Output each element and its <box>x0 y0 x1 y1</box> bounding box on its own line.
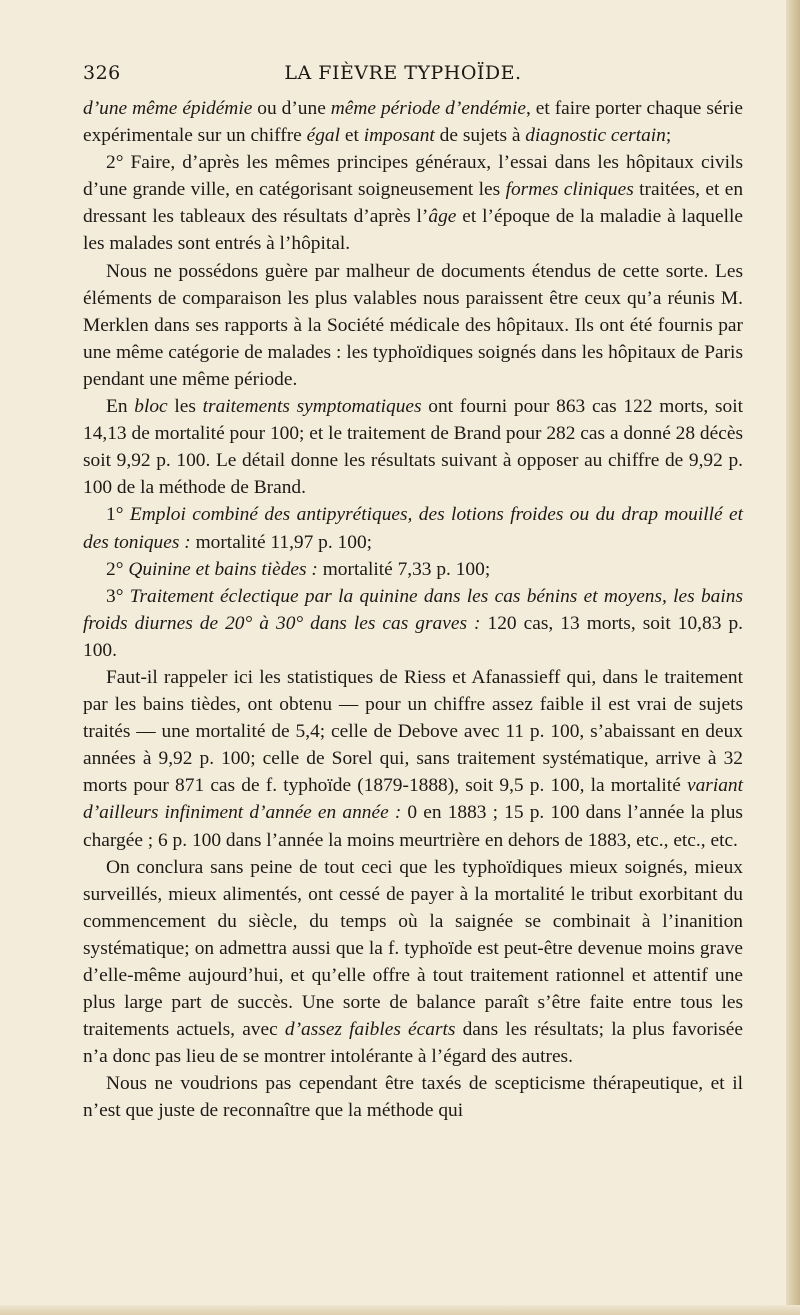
body-text <box>83 95 743 1125</box>
text-run: 0 en 1883 ; 15 p. 100 dans l’année la plus chargée ; 6 p. 100 dans l’année la moins meurtrière en dehors de 1883, etc., etc., etc. <box>83 802 743 851</box>
text-run: , et faire porter chaque série expérimentale sur un chiffre <box>83 98 743 147</box>
paragraph-en-bloc <box>83 393 743 501</box>
paragraph-merklen <box>83 258 743 393</box>
running-header <box>83 62 723 86</box>
text-run: Nous ne possédons guère par malheur de documents étendus de cette sorte. Les éléments de comparaison les plus valables nous paraissent être ceux qu’a réunis M. Merklen dans ses rapports à la Société médicale des hôpitaux. Ils ont été fournis par une même catégorie de malades : les typhoïdiques soignés dans les hôpitaux de Paris pendant une même période. <box>83 260 743 390</box>
text-run: En <box>106 396 135 418</box>
text-run: ou d’une <box>252 98 331 119</box>
italic-text-run: Emploi combiné des antipyrétiques, des lotions froides ou du drap mouillé et des toniques : <box>83 504 743 553</box>
text-run: 2° Faire, d’après les mêmes principes généraux, l’essai dans les hôpitaux civils d’une grande ville, en catégorisant soigneusement les <box>83 152 743 201</box>
text-run: 2° <box>106 558 129 580</box>
text-run: et l’époque de la maladie à laquelle les malades sont entrés à l’hôpital. <box>83 206 743 255</box>
italic-text-run: Traitement éclectique par la quinine dans les cas bénins et moyens, les bains froids diurnes de 20° à 30° dans les cas graves : <box>83 585 743 634</box>
text-run: 1° <box>106 504 130 526</box>
paragraph-method-2 <box>83 556 743 583</box>
italic-text-run: variant d’ailleurs infiniment d’année en année : <box>83 775 743 824</box>
paragraph-method-1 <box>83 501 743 555</box>
page-number: 326 <box>83 62 121 84</box>
italic-text-run: âge <box>428 206 457 228</box>
italic-text-run: même période d’endémie <box>330 98 526 119</box>
italic-text-run: Quinine et bains tièdes : <box>128 558 318 580</box>
page-edge-right <box>786 0 800 1315</box>
italic-text-run: d’une même épidémie <box>83 98 253 119</box>
paragraph-method-3 <box>83 583 743 664</box>
text-run: 120 cas, 13 morts, soit 10,83 p. 100. <box>83 612 743 661</box>
paragraph-conclusion <box>83 854 743 1071</box>
text-run: ont fourni pour 863 cas 122 morts, soit 14,13 de mortalité pour 100; et le traitement de Brand pour 282 cas a donné 28 décès soit 9,92 p. 100. Le détail donne les résultats suivant à opposer au chiffre de 9,92 p. 100 de la méthode de Brand. <box>83 396 743 499</box>
italic-text-run: égal <box>306 125 341 147</box>
paragraph-statistics <box>83 664 743 854</box>
text-run: traitées, et en dressant les tableaux des résultats d’après l’ <box>83 179 744 228</box>
paragraph-continuation <box>83 95 743 149</box>
italic-text-run: imposant <box>363 125 435 147</box>
text-run: On conclura sans peine de tout ceci que les typhoïdiques mieux soignés, mieux surveillés, mieux alimentés, ont cessé de payer à la mortalité le tribut exorbitant du commencement du siècle, du temps où la saignée se combinait à l’inanition systématique; on admettra aussi que la f. typhoïde est peut-être devenue moins grave d’elle-même aujourd’hui, et qu’elle offre à tout traitement rationnel et attentif une plus large part de succès. Une sorte de balance paraît s’être faite entre tous les traitements actuels, avec <box>83 856 743 1041</box>
text-run: et <box>340 125 364 147</box>
text-run: de sujets à <box>434 125 526 147</box>
text-run: les <box>167 396 203 418</box>
italic-text-run: diagnostic certain <box>525 125 666 147</box>
text-run: 3° <box>106 585 130 607</box>
italic-text-run: bloc <box>134 396 168 418</box>
paragraph-item-2 <box>83 149 743 257</box>
text-run: ; <box>665 125 672 147</box>
text-run: dans les résultats; la plus favorisée n’a donc pas lieu de se montrer intolérante à l’égard des autres. <box>83 1019 743 1068</box>
paragraph-final <box>83 1070 743 1124</box>
page-edge-bottom <box>0 1305 800 1315</box>
text-run: mortalité 11,97 p. 100; <box>190 531 373 553</box>
text-run: mortalité 7,33 p. 100; <box>317 558 491 580</box>
italic-text-run: d’assez faibles écarts <box>284 1019 456 1041</box>
text-run: Nous ne voudrions pas cependant être taxés de scepticisme thérapeutique, et il n’est que juste de reconnaître que la méthode qui <box>83 1073 743 1122</box>
italic-text-run: traitements symptomatiques <box>202 396 422 418</box>
running-title: LA FIÈVRE TYPHOÏDE. <box>284 62 522 84</box>
text-run: Faut-il rappeler ici les statistiques de Riess et Afanassieff qui, dans le traitement par les bains tièdes, ont obtenu — pour un chiffre assez faible il est vrai de sujets traités — une mortalité de 5,4; celle de Debove avec 11 p. 100, s’abaissant en deux années à 9,92 p. 100; celle de Sorel qui, sans traitement systématique, arrive à 32 morts pour 871 cas de f. typhoïde (1879-1888), soit 9,5 p. 100, la mortalité <box>83 666 743 797</box>
italic-text-run: formes cliniques <box>505 179 634 201</box>
